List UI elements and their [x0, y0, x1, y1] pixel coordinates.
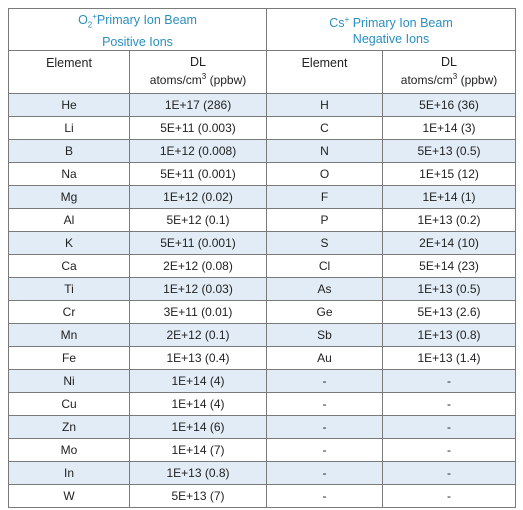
neg-element-cell: -: [267, 438, 383, 461]
table-row: [9, 254, 516, 277]
neg-element-cell: O: [267, 162, 383, 185]
pos-element-cell: Mo: [9, 438, 130, 461]
pos-dl-cell: 1E+14 (4): [130, 392, 267, 415]
neg-element-cell: Cl: [267, 254, 383, 277]
pos-element-cell: In: [9, 461, 130, 484]
pos-element-cell: Mn: [9, 323, 130, 346]
cs-beam-subtitle: Negative Ions: [352, 31, 430, 46]
neg-dl-cell: 5E+14 (23): [383, 254, 516, 277]
table-row: [9, 369, 516, 392]
o2-beam-title: $O_2^+Primary$ Ion Beam: [78, 12, 197, 30]
neg-element-cell: H: [267, 93, 383, 116]
neg-dl-header: DL atoms/$cm^3$ (ppbw): [383, 50, 516, 93]
detection-limits-table: [8, 8, 516, 508]
pos-element-cell: B: [9, 139, 130, 162]
table-row: [9, 415, 516, 438]
table-row: [9, 484, 516, 507]
table-row: [9, 277, 516, 300]
pos-dl-cell: 1E+17 (286): [130, 93, 267, 116]
neg-element-header: Element: [267, 50, 383, 93]
neg-dl-cell: 2E+14 (10): [383, 231, 516, 254]
pos-element-cell: Zn: [9, 415, 130, 438]
pos-element-cell: Ca: [9, 254, 130, 277]
table-row: [9, 162, 516, 185]
table-row: [9, 392, 516, 415]
pos-element-cell: K: [9, 231, 130, 254]
neg-element-cell: -: [267, 461, 383, 484]
neg-dl-cell: -: [383, 461, 516, 484]
pos-dl-cell: 1E+12 (0.008): [130, 139, 267, 162]
pos-dl-cell: 2E+12 (0.1): [130, 323, 267, 346]
column-header-row: [9, 50, 516, 93]
pos-element-cell: Mg: [9, 185, 130, 208]
neg-element-cell: N: [267, 139, 383, 162]
cs-beam-header: [267, 9, 516, 51]
pos-dl-cell: 3E+11 (0.01): [130, 300, 267, 323]
table-row: [9, 116, 516, 139]
table-row: [9, 461, 516, 484]
pos-dl-cell: 5E+11 (0.001): [130, 162, 267, 185]
pos-dl-cell: 1E+14 (4): [130, 369, 267, 392]
neg-dl-cell: 1E+14 (3): [383, 116, 516, 139]
table-row: [9, 139, 516, 162]
neg-dl-cell: -: [383, 484, 516, 507]
pos-dl-cell: 5E+11 (0.001): [130, 231, 267, 254]
table-row: [9, 185, 516, 208]
neg-element-cell: -: [267, 415, 383, 438]
pos-element-cell: Al: [9, 208, 130, 231]
neg-dl-cell: 5E+16 (36): [383, 93, 516, 116]
detection-limits-table-container: [8, 8, 515, 508]
o2-beam-subtitle: Positive Ions: [102, 34, 173, 49]
neg-dl-cell: 1E+13 (0.5): [383, 277, 516, 300]
neg-element-cell: F: [267, 185, 383, 208]
table-row: [9, 93, 516, 116]
neg-dl-cell: 5E+13 (0.5): [383, 139, 516, 162]
pos-dl-cell: 5E+12 (0.1): [130, 208, 267, 231]
pos-dl-cell: 5E+11 (0.003): [130, 116, 267, 139]
neg-dl-cell: 1E+14 (1): [383, 185, 516, 208]
pos-element-cell: Ni: [9, 369, 130, 392]
table-row: [9, 231, 516, 254]
neg-dl-cell: 1E+13 (0.8): [383, 323, 516, 346]
neg-element-cell: Au: [267, 346, 383, 369]
neg-element-cell: S: [267, 231, 383, 254]
cs-beam-title: Cs+ Primary Ion Beam: [329, 14, 453, 30]
neg-dl-cell: 5E+13 (2.6): [383, 300, 516, 323]
pos-dl-header: DL atoms/$cm^3$ (ppbw): [130, 50, 267, 93]
pos-dl-cell: 1E+13 (0.8): [130, 461, 267, 484]
pos-element-cell: Ti: [9, 277, 130, 300]
table-row: [9, 323, 516, 346]
pos-dl-cell: 1E+13 (0.4): [130, 346, 267, 369]
neg-element-cell: P: [267, 208, 383, 231]
pos-dl-cell: 1E+12 (0.03): [130, 277, 267, 300]
neg-dl-cell: 1E+15 (12): [383, 162, 516, 185]
pos-element-cell: Fe: [9, 346, 130, 369]
table-body: [9, 93, 516, 507]
pos-element-cell: Li: [9, 116, 130, 139]
neg-element-cell: -: [267, 392, 383, 415]
pos-element-cell: Na: [9, 162, 130, 185]
table-row: [9, 438, 516, 461]
neg-dl-cell: 1E+13 (0.2): [383, 208, 516, 231]
neg-dl-cell: 1E+13 (1.4): [383, 346, 516, 369]
o2-beam-header: [9, 9, 267, 51]
neg-element-cell: -: [267, 484, 383, 507]
pos-element-cell: Cu: [9, 392, 130, 415]
neg-element-cell: Ge: [267, 300, 383, 323]
neg-dl-cell: -: [383, 415, 516, 438]
table-row: [9, 346, 516, 369]
beam-header-row: [9, 9, 516, 51]
pos-dl-cell: 5E+13 (7): [130, 484, 267, 507]
neg-dl-cell: -: [383, 438, 516, 461]
pos-dl-cell: 1E+12 (0.02): [130, 185, 267, 208]
neg-dl-cell: -: [383, 369, 516, 392]
neg-dl-cell: -: [383, 392, 516, 415]
pos-element-cell: Cr: [9, 300, 130, 323]
pos-dl-cell: 1E+14 (7): [130, 438, 267, 461]
table-row: [9, 300, 516, 323]
neg-element-cell: Sb: [267, 323, 383, 346]
pos-dl-cell: 2E+12 (0.08): [130, 254, 267, 277]
table-row: [9, 208, 516, 231]
neg-element-cell: -: [267, 369, 383, 392]
pos-element-cell: W: [9, 484, 130, 507]
neg-element-cell: C: [267, 116, 383, 139]
neg-element-cell: As: [267, 277, 383, 300]
pos-dl-cell: 1E+14 (6): [130, 415, 267, 438]
pos-element-cell: He: [9, 93, 130, 116]
pos-element-header: Element: [9, 50, 130, 93]
